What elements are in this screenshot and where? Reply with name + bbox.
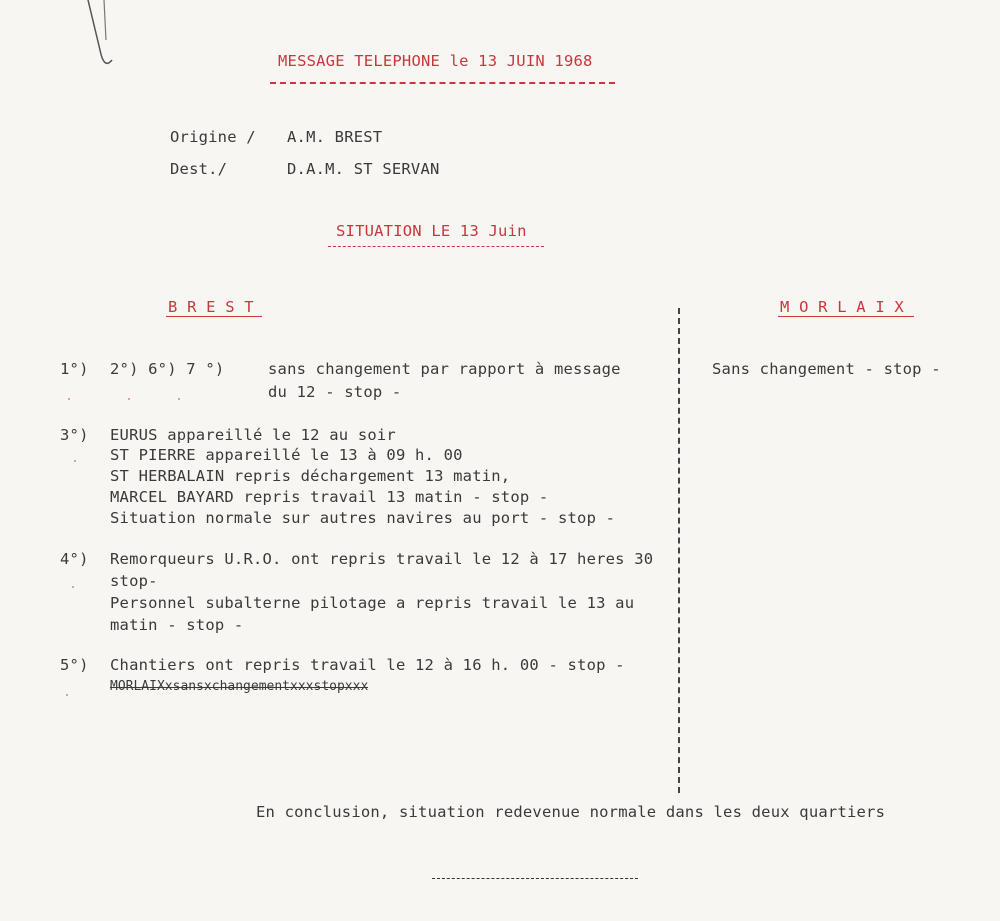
morlaix-heading: M O R L A I X [780,298,904,316]
title-divider [270,82,615,84]
struck-out-line: MORLAIXxsansxchangementxxxstopxxx [110,679,369,694]
ink-speck [128,398,130,400]
item-line: stop- [110,572,158,590]
origin-label: Origine / [170,128,256,146]
item-line: ST PIERRE appareillé le 13 à 09 h. 00 [110,446,463,464]
brest-heading-underline [166,316,262,317]
origin-value: A.M. BREST [287,128,383,146]
column-separator [678,308,680,793]
ink-speck [68,398,70,400]
ink-speck [72,586,74,588]
item-number: 3°) [60,426,89,444]
ink-speck [66,694,68,696]
message-title: MESSAGE TELEPHONE le 13 JUIN 1968 [278,52,593,70]
morlaix-text: Sans changement - stop - [712,360,941,378]
conclusion-text: En conclusion, situation redevenue normale dans les deux quartiers [256,803,886,821]
situation-title: SITUATION LE 13 Juin [336,222,527,240]
item-number: 5°) [60,656,89,674]
item-line: Remorqueurs U.R.O. ont repris travail le 12 à 17 heres 30 [110,550,654,568]
item-line: EURUS appareillé le 12 au soir [110,426,396,444]
item-line: Personnel subalterne pilotage a repris travail le 13 au [110,594,635,612]
item-line: ST HERBALAIN repris déchargement 13 matin, [110,467,511,485]
item-line: sans changement par rapport à message [268,360,621,378]
brest-heading: B R E S T [168,298,254,316]
situation-underline [328,246,544,247]
item-number: 1°) [60,360,89,378]
item-extra-numbers: 2°) 6°) 7 °) [110,360,225,378]
item-line: MARCEL BAYARD repris travail 13 matin - stop - [110,488,549,506]
end-divider [432,878,638,879]
morlaix-heading-underline [778,316,914,317]
ink-speck [178,398,180,400]
dest-label: Dest./ [170,160,228,178]
item-number: 4°) [60,550,89,568]
item-line: du 12 - stop - [268,383,402,401]
item-line: matin - stop - [110,616,244,634]
ink-speck [74,460,76,462]
item-line: Situation normale sur autres navires au port - stop - [110,509,616,527]
item-line: Chantiers ont repris travail le 12 à 16 h. 00 - stop - [110,656,625,674]
dest-value: D.A.M. ST SERVAN [287,160,440,178]
staple-mark [78,0,128,80]
